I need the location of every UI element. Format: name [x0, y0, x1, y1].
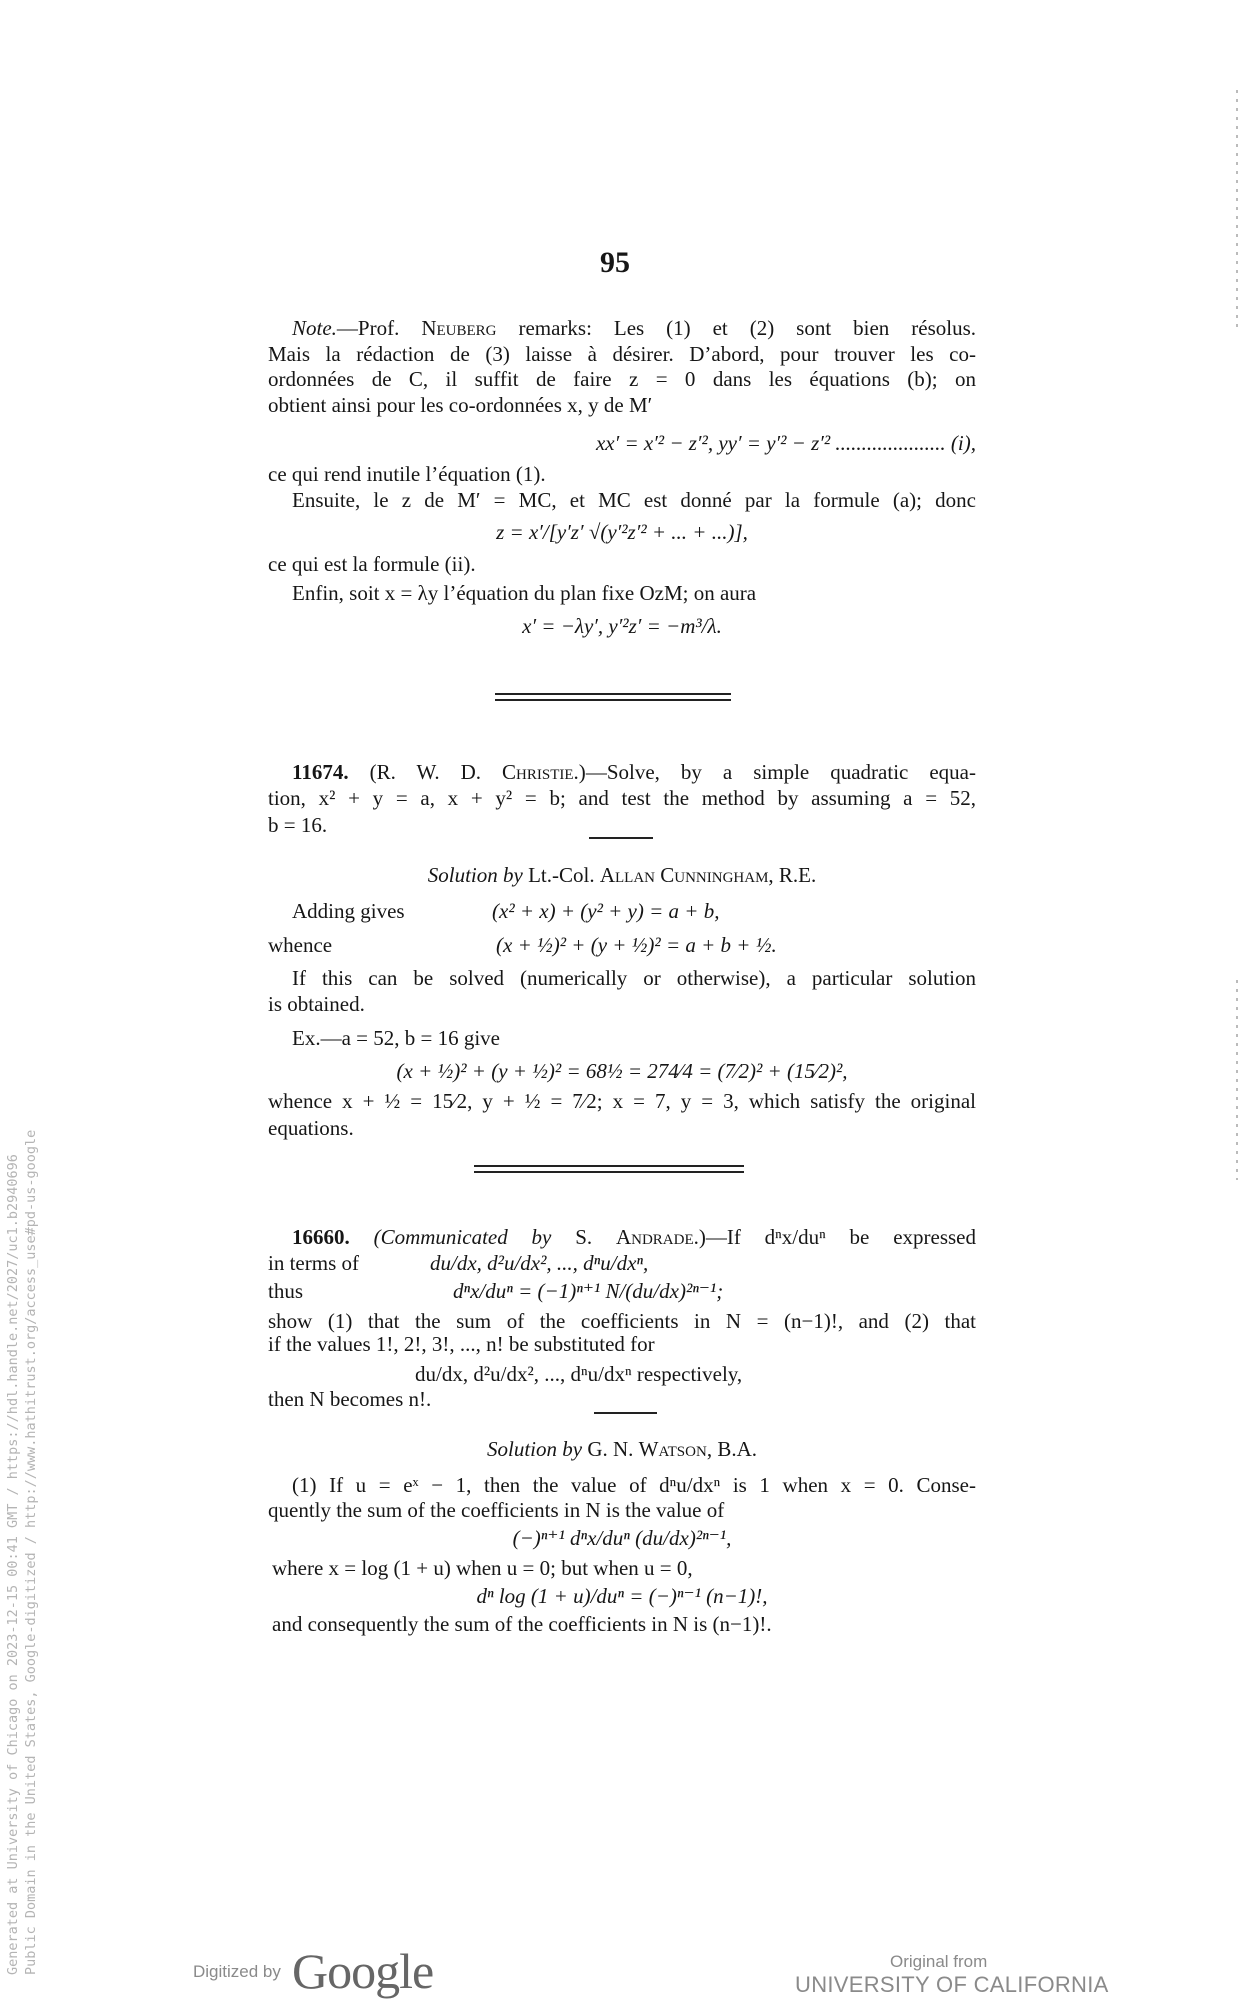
section-divider: [474, 1165, 744, 1173]
solution-line: is obtained.: [268, 992, 365, 1016]
section-divider: [495, 693, 731, 701]
adding-label: Adding gives: [292, 899, 405, 923]
original-from-label: Original from: [890, 1952, 988, 1971]
google-logo: Google: [292, 1943, 434, 1999]
question-text: S.: [551, 1225, 616, 1249]
whence-equation: (x + ½)² + (y + ½)² = a + b + ½.: [496, 933, 777, 957]
note-line: ordonnées de C, il suffit de faire z = 0 dans les équations (b); on: [268, 367, 976, 391]
question-text: —Solve, by a simple quadratic equa-: [585, 760, 976, 784]
solution-heading: [268, 862, 976, 888]
solution-line: where x = log (1 + u) when u = 0; but when u = 0,: [272, 1556, 693, 1580]
question-line: if the values 1!, 2!, 3!, ..., n! be substituted for: [268, 1332, 655, 1356]
equation-iii: x′ = −λy′, y′²z′ = −m³/λ.: [522, 614, 722, 638]
digitized-by-label: Digitized by: [193, 1962, 281, 1981]
question-number: 16660.: [292, 1225, 350, 1249]
watermark-line: Public Domain in the United States, Google-digitized / http://www.hathitrust.org/access_use#pd-us-google: [23, 1129, 39, 1975]
solution-line: whence x + ½ = 15⁄2, y + ½ = 7⁄2; x = 7, y = 3, which satisfy the original: [268, 1089, 976, 1113]
solution-line: (1) If u = eˣ − 1, then the value of dⁿu/dxⁿ is 1 when x = 0. Conse-: [292, 1473, 976, 1497]
question-line: b = 16.: [268, 813, 328, 837]
note-line: ce qui est la formule (ii).: [268, 552, 476, 576]
solver-name: Watson: [638, 1437, 707, 1461]
short-rule: [594, 1412, 657, 1414]
note-line: [268, 315, 976, 341]
solution-line: quently the sum of the coefficients in N is the value of: [268, 1498, 725, 1522]
question-number: 11674.: [292, 760, 349, 784]
equation-i: xx′ = x′² − z′², yy′ = y′² − z′² ..................... (i),: [595, 431, 976, 455]
note-text: remarks: Les (1) et (2) sont bien résolus.: [496, 316, 977, 340]
question-line: tion, x² + y = a, x + y² = b; and test the method by assuming a = 52,: [268, 786, 976, 810]
whence-label: whence: [268, 933, 333, 957]
question-author: Andrade: [615, 1225, 694, 1249]
solver-suffix: , R.E.: [768, 863, 817, 887]
solver-suffix: , B.A.: [706, 1437, 758, 1461]
question-label: thus: [268, 1279, 304, 1303]
solution-line: and consequently the sum of the coefficients in N is (n−1)!.: [272, 1612, 772, 1636]
solution-equation: (−)ⁿ⁺¹ dⁿx/duⁿ (du/dx)²ⁿ⁻¹,: [512, 1526, 732, 1550]
note-label: Note.: [292, 316, 337, 340]
question-line: du/dx, d²u/dx², ..., dⁿu/dxⁿ respectively,: [415, 1362, 743, 1386]
question-author: (R. W. D. Christie.): [369, 760, 586, 784]
page-number: 95: [600, 246, 630, 279]
scan-edge-mark: [1236, 980, 1238, 1180]
watermark-line: Generated at University of Chicago on 2023-12-15 00:41 GMT / https://hdl.handle.net/2027/uc1.b2940696: [5, 1154, 21, 1975]
example-equation: (x + ½)² + (y + ½)² = 68½ = 274⁄4 = (7⁄2)² + (15⁄2)²,: [396, 1059, 848, 1083]
question-line: [268, 1224, 976, 1250]
question-text: .)—If dⁿx/duⁿ be expressed: [693, 1225, 977, 1249]
solution-line: equations.: [268, 1116, 354, 1140]
question-label: in terms of: [268, 1251, 359, 1275]
solution-heading: [268, 1436, 976, 1462]
hathitrust-watermark: [4, 1130, 40, 1975]
solution-line: If this can be solved (numerically or otherwise), a particular solution: [292, 966, 976, 990]
note-line: ce qui rend inutile l’équation (1).: [268, 462, 546, 486]
solution-equation: dⁿ log (1 + u)/duⁿ = (−)ⁿ⁻¹ (n−1)!,: [476, 1584, 768, 1608]
note-line: Enfin, soit x = λy l’équation du plan fixe OzM; on aura: [292, 581, 757, 605]
note-line: Mais la rédaction de (3) laisse à désirer. D’abord, pour trouver les co-: [268, 342, 976, 366]
solution-label: Solution by: [486, 1437, 583, 1461]
question-line: show (1) that the sum of the coefficients in N = (n−1)!, and (2) that: [268, 1309, 976, 1333]
question-equation: dⁿx/duⁿ = (−1)ⁿ⁺¹ N/(du/dx)²ⁿ⁻¹;: [453, 1279, 724, 1303]
author-name: Neuberg: [421, 316, 497, 340]
short-rule: [589, 837, 653, 839]
question-line: then N becomes n!.: [268, 1387, 432, 1411]
scan-edge-mark: [1236, 90, 1238, 330]
solver-name: Allan Cunningham: [599, 863, 769, 887]
question-equation: du/dx, d²u/dx², ..., dⁿu/dxⁿ,: [430, 1251, 649, 1275]
institution-name: UNIVERSITY OF CALIFORNIA: [795, 1972, 1109, 1997]
note-text: —Prof.: [336, 316, 422, 340]
solution-label: Solution by: [427, 863, 523, 887]
example-line: Ex.—a = 52, b = 16 give: [292, 1026, 500, 1050]
solver-title: Lt.-Col.: [522, 863, 600, 887]
question-text: (Communicated by: [373, 1225, 552, 1249]
note-line: obtient ainsi pour les co-ordonnées x, y de M′: [268, 393, 653, 417]
question-line: [268, 759, 976, 785]
note-line: Ensuite, le z de M′ = MC, et MC est donné par la formule (a); donc: [292, 488, 976, 512]
equation-ii: z = x′/[y′z′ √(y′²z′² + ... + ...)],: [496, 520, 748, 544]
solver-initials: G. N.: [582, 1437, 639, 1461]
adding-equation: (x² + x) + (y² + y) = a + b,: [492, 899, 720, 923]
